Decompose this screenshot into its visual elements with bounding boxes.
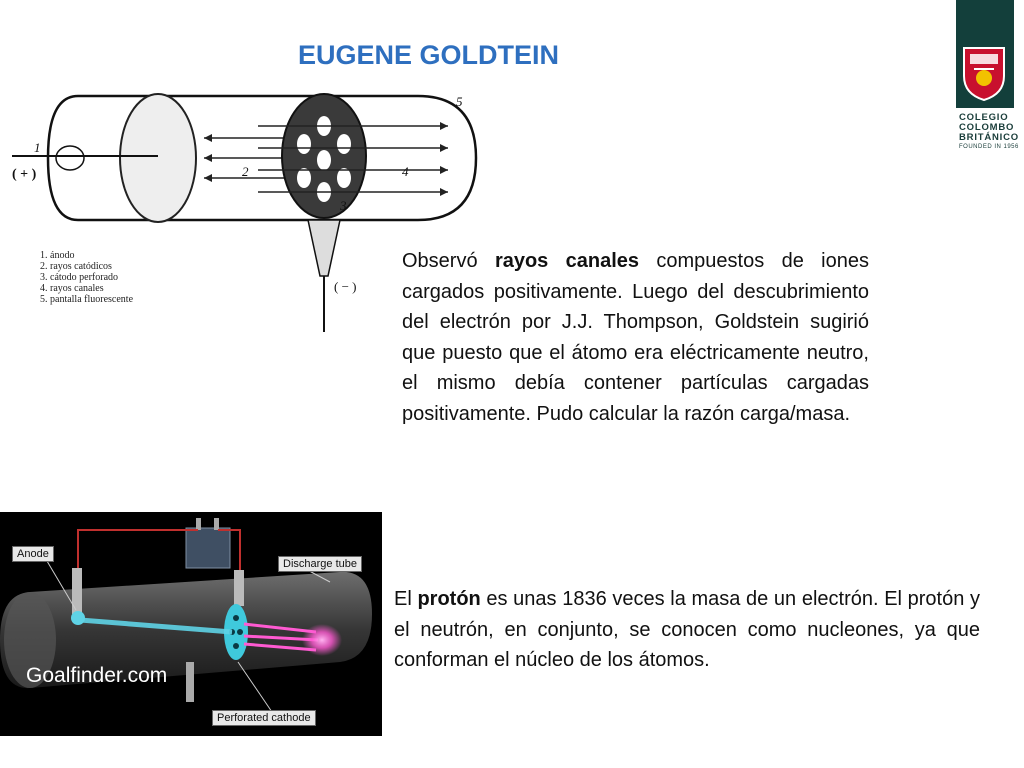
crest-icon	[962, 46, 1006, 102]
marker-3: 3	[340, 198, 347, 213]
marker-4: 4	[402, 164, 409, 179]
p1-text-pre: Observó	[402, 250, 495, 272]
school-logo	[956, 0, 1024, 160]
legend-item-3: 3. cátodo perforado	[40, 272, 119, 283]
p2-bold-term: protón	[417, 588, 481, 610]
label-perforated-cathode: Perforated cathode	[212, 710, 316, 726]
legend-item-2: 2. rayos catódicos	[40, 261, 112, 272]
label-anode: Anode	[12, 546, 54, 562]
legend-item-5: 5. pantalla fluorescente	[40, 294, 134, 305]
photo-watermark: Goalfinder.com	[26, 664, 168, 687]
p2-text-pre: El	[394, 588, 418, 610]
legend-item-4: 4. rayos canales	[40, 283, 104, 294]
logo-line-4: FOUNDED IN 1956	[959, 144, 1019, 150]
p1-text-post: compuestos de iones cargados positivamente. Luego del descubrimiento del electrón por J.J. Thompson, Goldstein sugirió que puesto que el átomo era eléctricamente neutro, el mismo debía contener partículas cargadas positivamente. Pudo calcular la razón carga/masa.	[402, 250, 869, 425]
marker-5: 5	[456, 94, 463, 109]
anode-sign: ( + )	[12, 167, 37, 182]
marker-1: 1	[34, 140, 41, 155]
p2-text-post: es unas 1836 veces la masa de un electrón. El protón y el neutrón, en conjunto, se conocen como nucleones, ya que conforman el núcleo de los átomos.	[394, 588, 980, 672]
label-discharge-tube: Discharge tube	[278, 556, 362, 572]
paragraph-canal-rays	[402, 246, 869, 430]
page-title: EUGENE GOLDTEIN	[298, 40, 560, 70]
discharge-tube-illustration	[0, 512, 382, 736]
cathode-sign: ( − )	[334, 279, 357, 294]
logo-line-2: COLOMBO	[959, 122, 1015, 133]
legend-item-1: 1. ánodo	[40, 250, 75, 261]
logo-line-1: COLEGIO	[959, 112, 1009, 123]
p1-bold-term: rayos canales	[494, 250, 640, 272]
discharge-tube-photo	[0, 512, 382, 736]
diagram-legend	[40, 250, 133, 305]
paragraph-proton	[394, 584, 980, 676]
marker-2: 2	[242, 164, 249, 179]
logo-line-3: BRITÁNICO	[959, 132, 1019, 143]
